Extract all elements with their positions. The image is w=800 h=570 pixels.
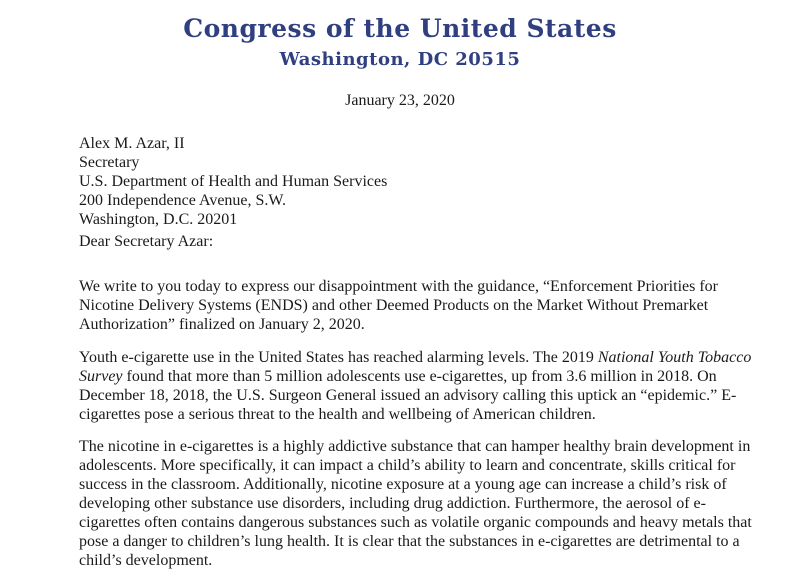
paragraph-line: December 18, 2018, the U.S. Surgeon General issued an advisory calling this uptick an “epidemic.” E- [79, 387, 737, 404]
paragraph-1 [79, 277, 739, 334]
salutation: Dear Secretary Azar: [79, 233, 214, 250]
paragraph-line: We write to you today to express our disappointment with the guidance, “Enforcement Priorities for [79, 278, 718, 295]
paragraph-line [79, 348, 752, 367]
letterhead-title: Congress of the United States [183, 14, 617, 43]
paragraph-line: success in the classroom. Additionally, nicotine exposure at a young age can increase a child’s risk of [79, 476, 727, 493]
paragraph-line: child’s development. [79, 552, 213, 569]
paragraph-line: Nicotine Delivery Systems (ENDS) and other Deemed Products on the Market Without Premarket [79, 297, 709, 314]
paragraph-line: Authorization” finalized on January 2, 2020. [79, 316, 365, 333]
letterhead-subtitle: Washington, DC 20515 [279, 49, 521, 70]
recipient-street: 200 Independence Avenue, S.W. [79, 192, 287, 209]
survey-title-italic: Survey [79, 368, 123, 385]
recipient-address [79, 134, 739, 229]
paragraph-line: developing other substance use disorders, including drug addiction. Furthermore, the aerosol of e- [79, 495, 706, 512]
recipient-department: U.S. Department of Health and Human Services [79, 173, 388, 190]
paragraph-line: cigarettes often contains dangerous substances such as volatile organic compounds and heavy metals that [79, 514, 752, 531]
paragraph-line: cigarettes pose a serious threat to the health and wellbeing of American children. [79, 406, 596, 423]
paragraph-text: Youth e-cigarette use in the United States has reached alarming levels. The 2019 [79, 349, 598, 366]
paragraph-text: found that more than 5 million adolescents use e-cigarettes, up from 3.6 million in 2018. On [122, 368, 717, 385]
paragraph-line: pose a danger to children’s lung health. It is clear that the substances in e-cigarettes are detrimental to a [79, 533, 740, 550]
paragraph-line [79, 367, 739, 386]
letter-date: January 23, 2020 [345, 92, 455, 109]
recipient-title: Secretary [79, 154, 140, 171]
survey-title-italic: National Youth Tobacco [597, 349, 752, 366]
paragraph-3 [79, 437, 752, 570]
paragraph-line: adolescents. More specifically, it can impact a child’s ability to learn and concentrate, skills critical for [79, 457, 736, 474]
paragraph-line: The nicotine in e-cigarettes is a highly addictive substance that can hamper healthy brain development in [79, 438, 751, 455]
recipient-name: Alex M. Azar, II [79, 135, 185, 152]
recipient-city: Washington, D.C. 20201 [79, 211, 238, 228]
paragraph-2 [79, 348, 752, 424]
